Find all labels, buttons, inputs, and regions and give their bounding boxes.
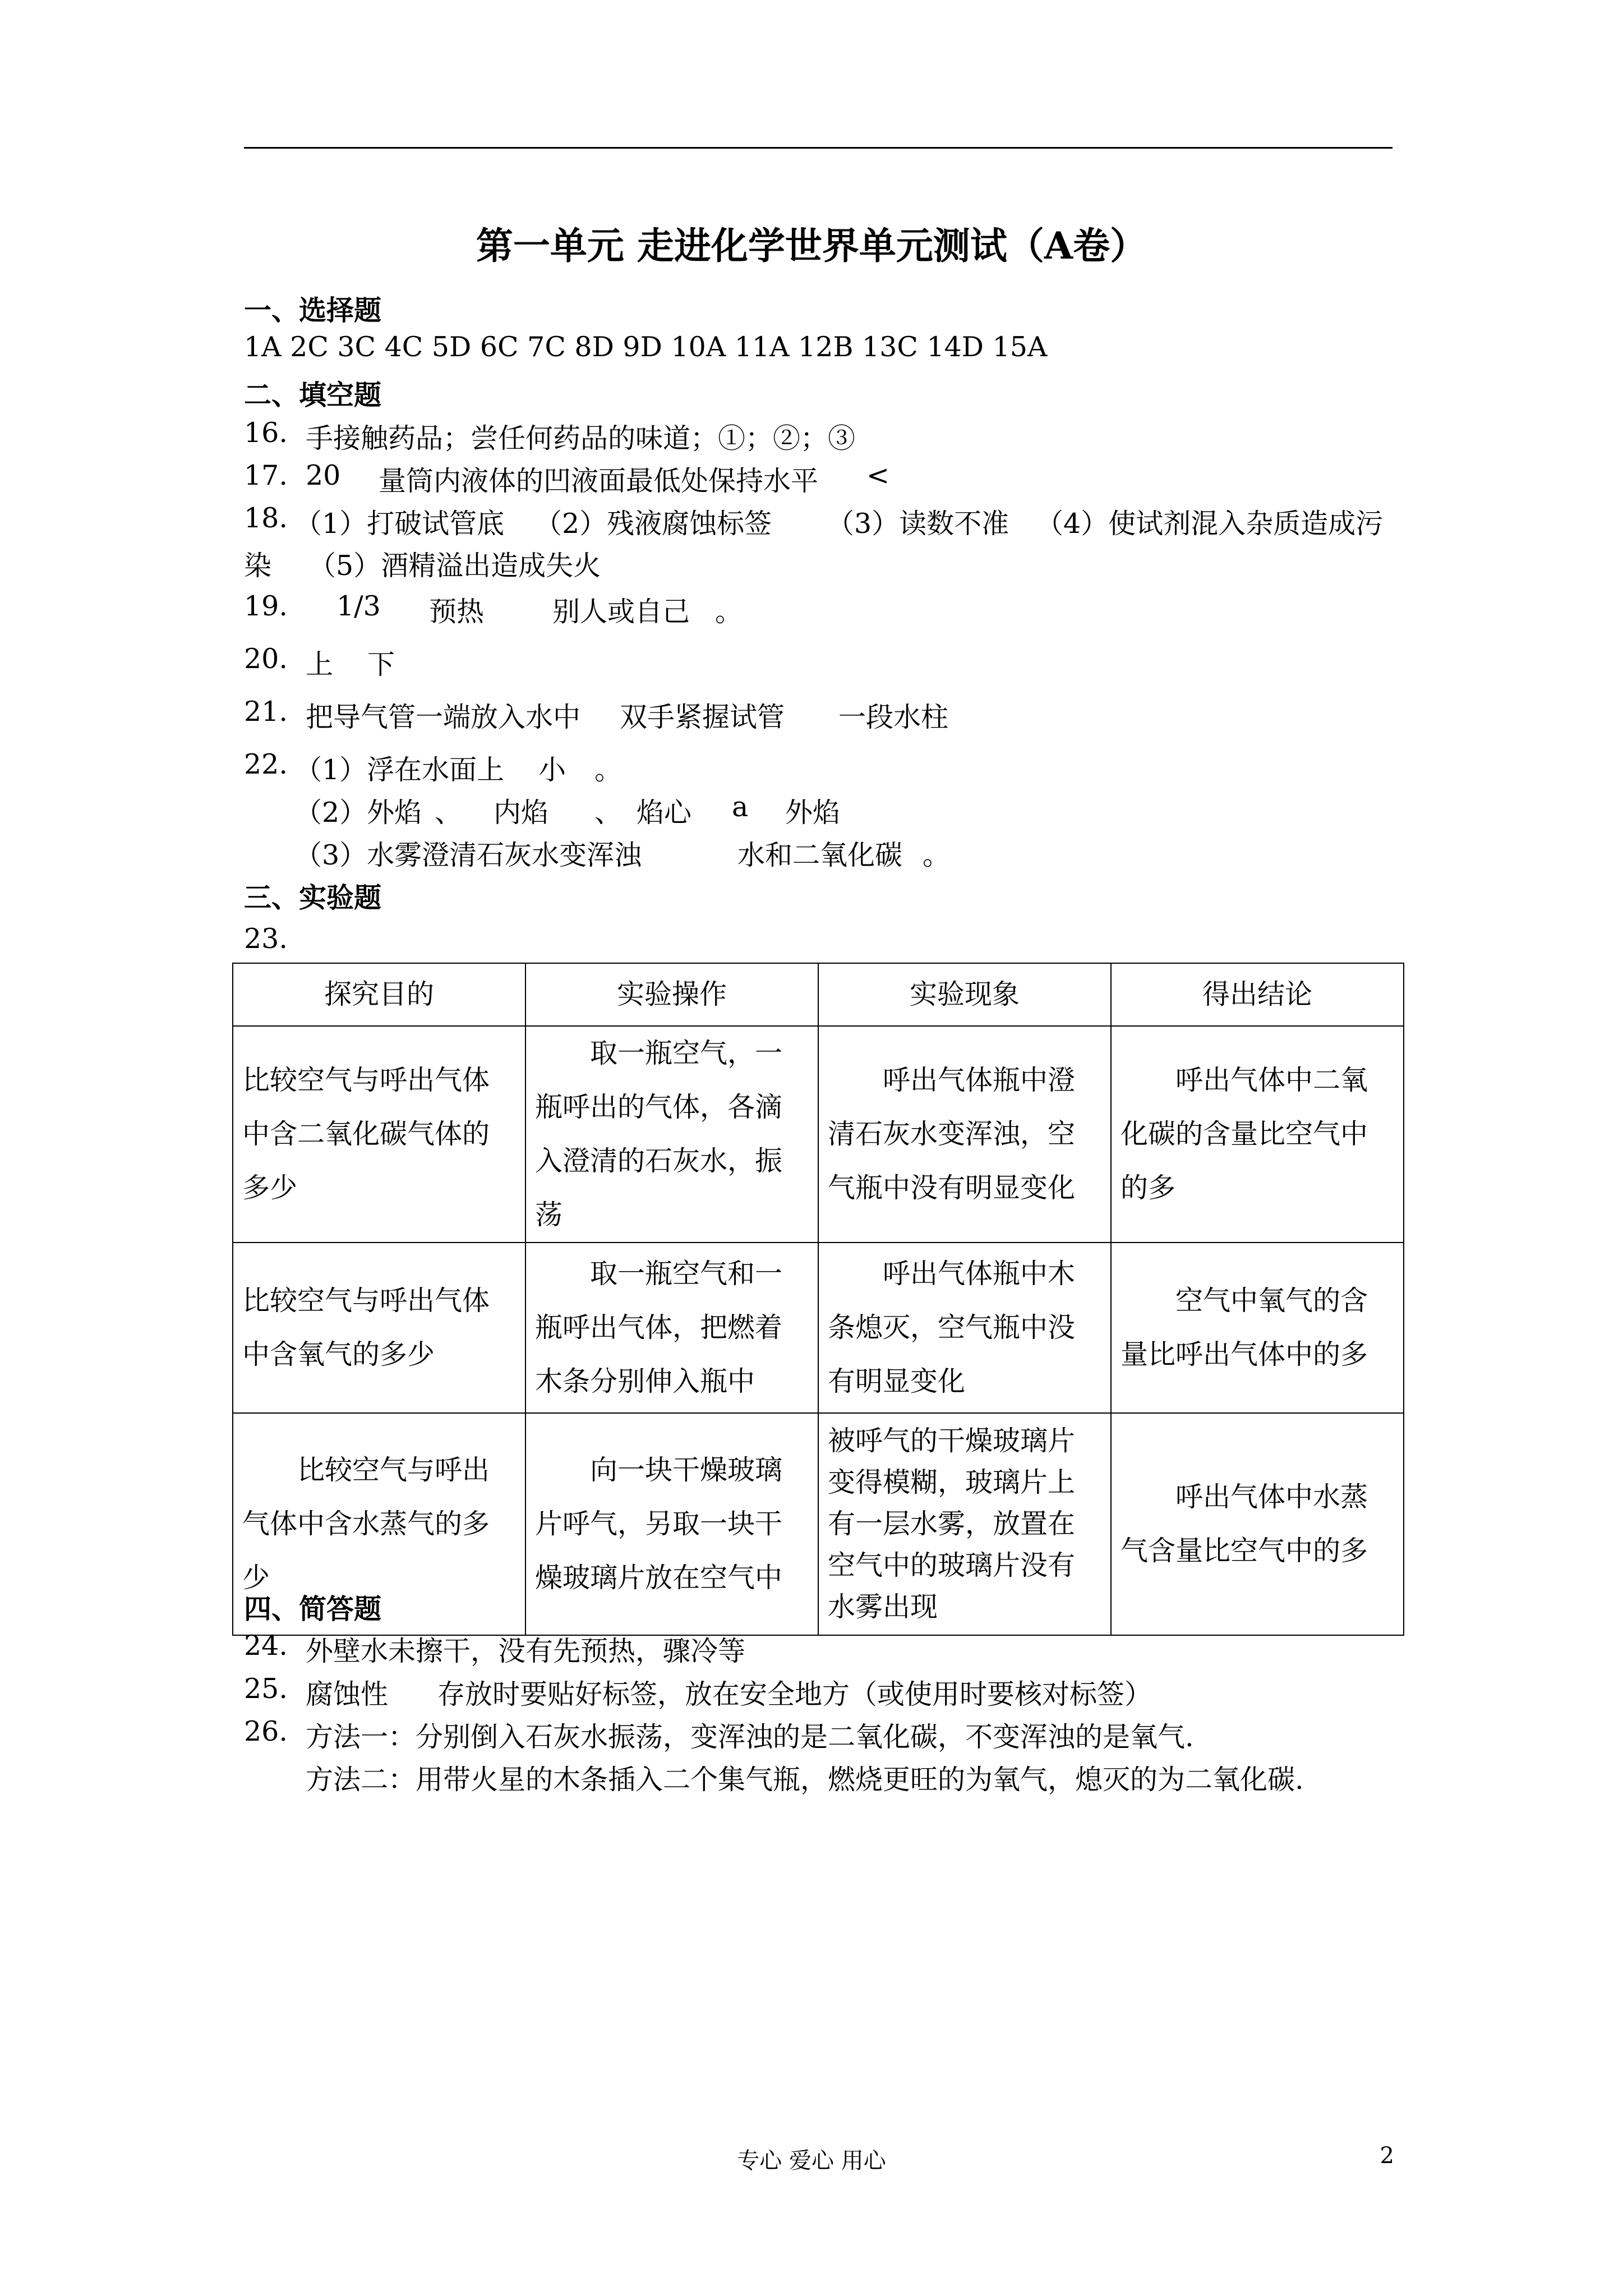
q20-answer-1: 上 <box>306 648 334 680</box>
q22-answer-2d: a <box>732 791 749 823</box>
table-header-operation: 实验操作 <box>525 963 818 1026</box>
q26-method-1: 方法一：分别倒入石灰水振荡，变浑浊的是二氧化碳，不变浑浊的是氧气. <box>306 1721 1194 1753</box>
q22-sep-2: 、 <box>594 797 623 829</box>
q24-answer: 外壁水未擦干，没有先预热，骤冷等 <box>306 1635 746 1667</box>
table-cell: 比较空气与呼出气体中含氧气的多少 <box>233 1243 525 1413</box>
q22-answer-2b: 内焰 <box>494 797 549 829</box>
q19-number: 19. <box>244 590 288 622</box>
section-heading-fill: 二、填空题 <box>244 379 382 411</box>
q19-answer-3: 别人或自己 <box>552 596 690 628</box>
header-rule <box>244 147 1393 149</box>
q21-answer-2: 双手紧握试管 <box>620 701 785 733</box>
table-row <box>233 1243 1404 1413</box>
table-cell: 被呼气的干燥玻璃片变得模糊，玻璃片上有一层水雾，放置在空气中的玻璃片没有水雾出现 <box>818 1413 1111 1635</box>
q23-number: 23. <box>244 923 288 955</box>
q16-number: 16. <box>244 417 288 449</box>
page-footer: 专心 爱心 用心 <box>737 2148 886 2174</box>
table-cell: 呼出气体中水蒸气含量比空气中的多 <box>1111 1413 1404 1635</box>
table-cell: 呼出气体瓶中木条熄灭，空气瓶中没有明显变化 <box>818 1243 1111 1413</box>
q17-answer-1: 20 <box>306 459 341 491</box>
experiment-table <box>232 963 1404 1636</box>
q24-number: 24. <box>244 1630 288 1662</box>
q22-answer-2: （2）外焰 <box>294 797 422 829</box>
table-cell: 空气中氧气的含量比呼出气体中的多 <box>1111 1243 1404 1413</box>
q17-number: 17. <box>244 459 288 491</box>
section-heading-choice: 一、选择题 <box>244 294 382 326</box>
table-header-row <box>233 963 1404 1026</box>
q22-answer-1c: 。 <box>594 754 623 786</box>
table-header-conclusion: 得出结论 <box>1111 963 1404 1026</box>
q25-answer-2: 存放时要贴好标签，放在安全地方（或使用时要核对标签） <box>437 1678 1152 1710</box>
q22-answer-2e: 外焰 <box>785 797 841 829</box>
q21-answer-3: 一段水柱 <box>838 701 949 733</box>
q20-answer-2: 下 <box>367 648 395 680</box>
q17-answer-3: < <box>866 459 890 491</box>
table-cell: 呼出气体瓶中澄清石灰水变浑浊，空气瓶中没有明显变化 <box>818 1026 1111 1243</box>
table-cell: 取一瓶空气和一瓶呼出气体，把燃着木条分别伸入瓶中 <box>525 1243 818 1413</box>
q18-answer-1: （1）打破试管底 <box>294 508 505 540</box>
q22-answer-1b: 小 <box>538 754 566 786</box>
table-header-phenomenon: 实验现象 <box>818 963 1111 1026</box>
q21-answer-1: 把导气管一端放入水中 <box>306 701 581 733</box>
q22-answer-2c: 焰心 <box>637 797 692 829</box>
q18-answer-2: （2）残液腐蚀标签 <box>534 508 772 540</box>
q18-answer-4-cont: 染 <box>244 550 272 582</box>
table-cell: 比较空气与呼出气体中含水蒸气的多少 <box>233 1413 525 1635</box>
q26-number: 26. <box>244 1715 288 1747</box>
q19-answer-1: 1/3 <box>336 590 381 622</box>
q22-number: 22. <box>244 748 288 780</box>
q19-answer-2: 预热 <box>429 596 485 628</box>
table-cell: 比较空气与呼出气体中含二氧化碳气体的多少 <box>233 1026 525 1243</box>
q22-sep-1: 、 <box>435 797 463 829</box>
section-heading-short-answer: 四、简答题 <box>244 1593 382 1625</box>
q18-answer-5: （5）酒精溢出造成失火 <box>308 550 601 582</box>
page-title: 第一单元 走进化学世界单元测试（A卷） <box>476 224 1147 268</box>
q21-number: 21. <box>244 696 288 728</box>
q22-answer-3c: 。 <box>923 839 951 871</box>
section-heading-experiment: 三、实验题 <box>244 881 382 914</box>
q19-answer-4: 。 <box>715 596 743 628</box>
table-row <box>233 1026 1404 1243</box>
table-row <box>233 1413 1404 1635</box>
q18-answer-4: （4）使试剂混入杂质造成污 <box>1036 508 1384 540</box>
q25-number: 25. <box>244 1673 288 1705</box>
q17-answer-2: 量筒内液体的凹液面最低处保持水平 <box>379 465 819 497</box>
q18-number: 18. <box>244 502 288 534</box>
table-cell: 向一块干燥玻璃片呼气，另取一块干燥玻璃片放在空气中 <box>525 1413 818 1635</box>
q22-answer-1: （1）浮在水面上 <box>294 754 505 786</box>
q22-answer-3: （3）水雾澄清石灰水变浑浊 <box>294 839 642 871</box>
q18-answer-3: （3）读数不准 <box>827 508 1009 540</box>
choice-answers: 1A 2C 3C 4C 5D 6C 7C 8D 9D 10A 11A 12B 13C 14D 15A <box>244 331 1048 363</box>
table-cell: 取一瓶空气，一瓶呼出的气体，各滴入澄清的石灰水，振荡 <box>525 1026 818 1243</box>
table-header-purpose: 探究目的 <box>233 963 525 1026</box>
table-cell: 呼出气体中二氧化碳的含量比空气中的多 <box>1111 1026 1404 1243</box>
q26-method-2: 方法二：用带火星的木条插入二个集气瓶，燃烧更旺的为氧气，熄灭的为二氧化碳. <box>306 1764 1304 1796</box>
q16-answer: 手接触药品；尝任何药品的味道；①；②；③ <box>306 422 856 454</box>
q20-number: 20. <box>244 643 288 675</box>
page-number: 2 <box>1380 2143 1394 2169</box>
q25-answer-1: 腐蚀性 <box>306 1678 389 1710</box>
q22-answer-3b: 水和二氧化碳 <box>737 839 903 871</box>
